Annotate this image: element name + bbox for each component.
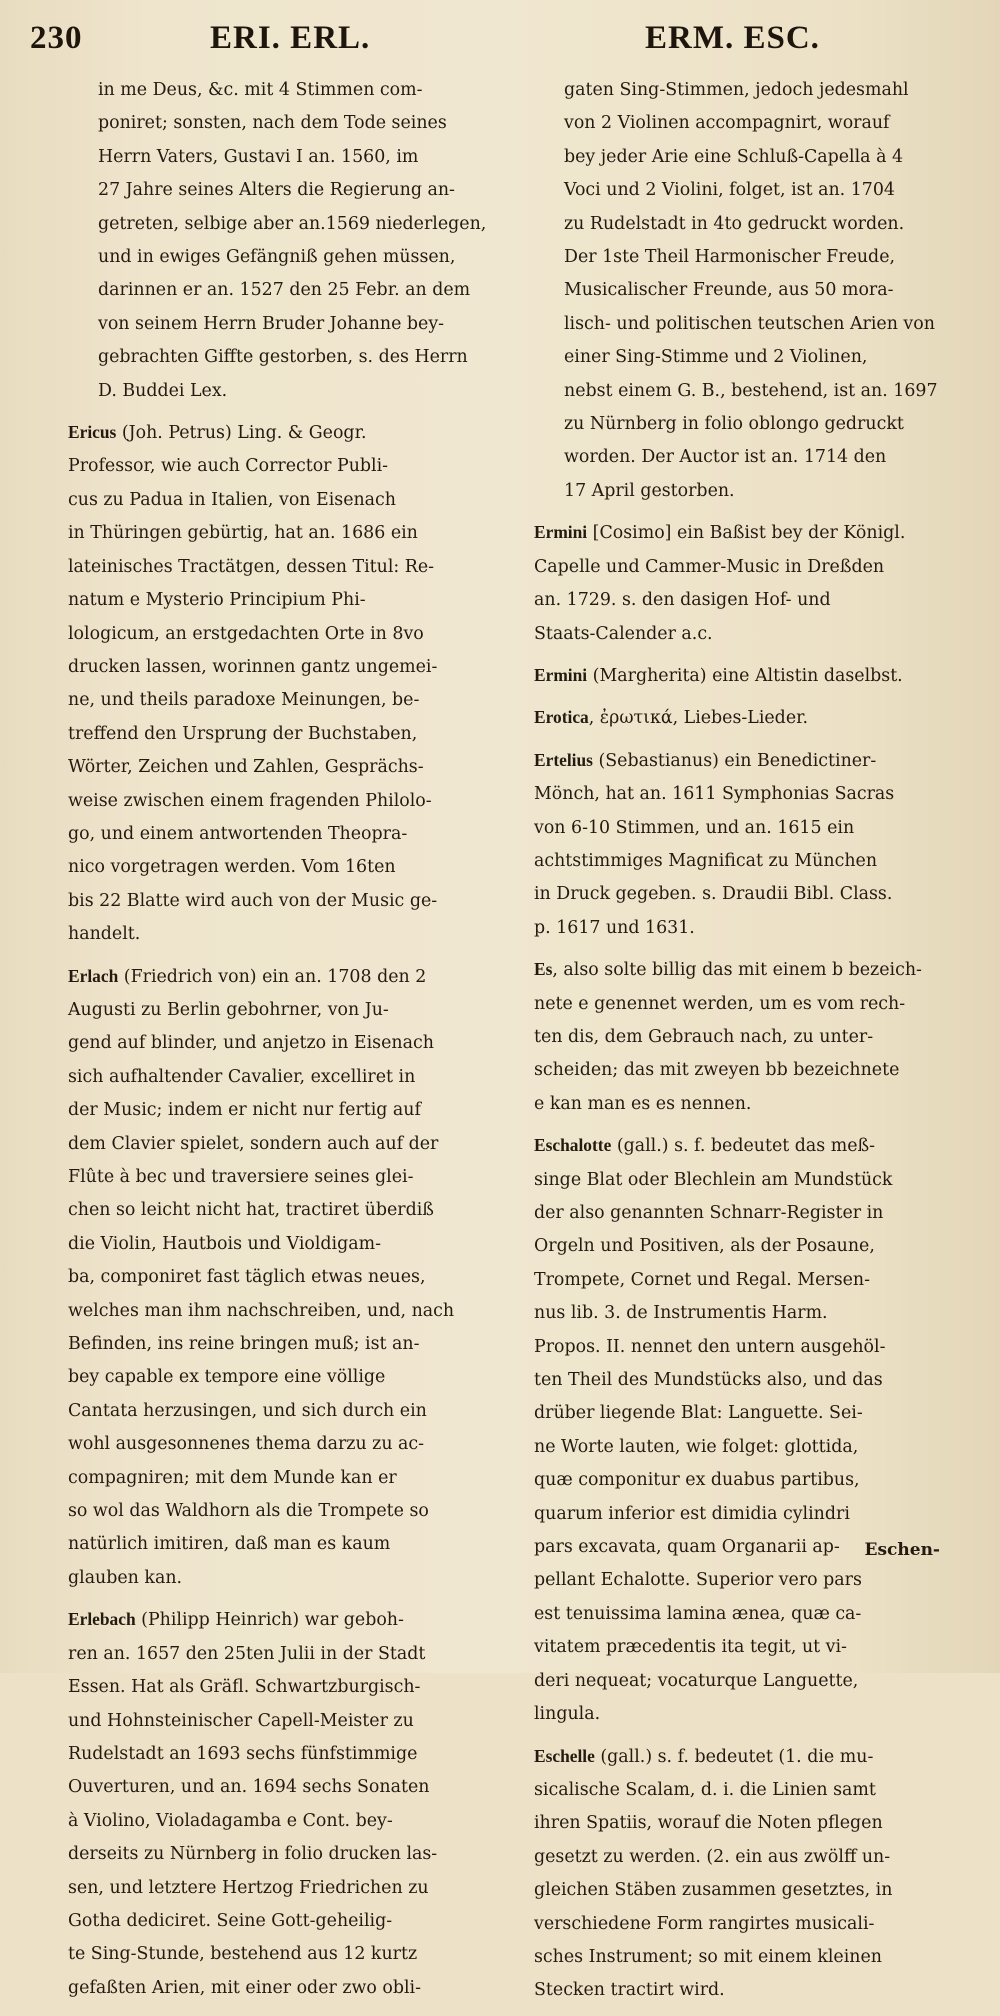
entry-line: sich aufhaltender Cavalier, excelliret in <box>68 1066 416 1087</box>
entry-line: Erlebach (Philipp Heinrich) war geboh- <box>68 1609 404 1631</box>
entry-line: poniret; sonsten, nach dem Tode seines <box>98 113 447 134</box>
entry-lemma: Es <box>534 959 553 980</box>
entry-line: Rudelstadt an 1693 sechs fünfstimmige <box>68 1743 418 1764</box>
entry-lemma: Eschelle <box>534 1745 595 1766</box>
entry-line: dem Clavier spielet, sondern auch auf der <box>68 1133 439 1154</box>
entry-line: vitatem præcedentis ita tegit, ut vi- <box>534 1637 847 1658</box>
entry-line: drüber liegende Blat: Languette. Sei- <box>534 1403 863 1424</box>
entry-line: darinnen er an. 1527 den 25 Febr. an dem <box>98 280 471 301</box>
entry-line: einer Sing-Stimme und 2 Violinen, <box>564 347 868 368</box>
entry-line: Musicalischer Freunde, aus 50 mora- <box>564 280 894 301</box>
entry-line: D. Buddei Lex. <box>98 380 228 401</box>
entry-line: ren an. 1657 den 25ten Julii in der Stadt <box>68 1643 426 1664</box>
entry-line: von 2 Violinen accompagnirt, worauf <box>564 113 890 134</box>
entry-line: compagniren; mit dem Munde kan er <box>68 1467 397 1488</box>
entry-line: sicalische Scalam, d. i. die Linien samt <box>534 1779 876 1800</box>
entry-line: cus zu Padua in Italien, von Eisenach <box>68 489 396 510</box>
entry-line: gefaßten Arien, mit einer oder zwo obli- <box>68 1977 421 1998</box>
entry-line: lologicum, an erstgedachten Orte in 8vo <box>68 623 424 644</box>
entry-line: gebrachten Giffte gestorben, s. des Herrn <box>98 347 468 368</box>
entry-line: lisch- und politischen teutschen Arien von <box>564 313 935 334</box>
entry-line: achtstimmiges Magnificat zu München <box>534 850 878 871</box>
entry-line: Essen. Hat als Gräfl. Schwartzburgisch- <box>68 1677 421 1698</box>
entry-line: ba, componiret fast täglich etwas neues, <box>68 1267 426 1288</box>
entry-line: zu Nürnberg in folio oblongo gedruckt <box>564 414 904 435</box>
entry-line: sen, und letztere Hertzog Friedrichen zu <box>68 1877 429 1898</box>
entry-line: wohl ausgesonnenes thema darzu zu ac- <box>68 1434 425 1455</box>
entry-line: sches Instrument; so mit einem kleinen <box>534 1946 882 1967</box>
entry-line: nus lib. 3. de Instrumentis Harm. <box>534 1303 828 1324</box>
entry-line: weise zwischen einem fragenden Philolo- <box>68 790 432 811</box>
entry-line: Mönch, hat an. 1611 Symphonias Sacras <box>534 784 895 805</box>
entry-line: scheiden; das mit zweyen bb bezeichnete <box>534 1060 900 1081</box>
entry-line: Voci und 2 Violini, folget, ist an. 1704 <box>564 180 895 201</box>
entry-line: Ericus (Joh. Petrus) Ling. & Geogr. <box>68 422 367 444</box>
entry-line: bis 22 Blatte wird auch von der Music ge- <box>68 890 438 911</box>
entry-line: treffend den Ursprung der Buchstaben, <box>68 723 418 744</box>
dictionary-entry <box>534 953 962 1121</box>
entry-line: natum e Mysterio Principium Phi- <box>68 590 366 611</box>
entry-line: Erotica, ἐρωτικά, Liebes-Lieder. <box>534 707 809 729</box>
catchword: Eschen- <box>864 1540 940 1560</box>
entry-line: quæ componitur ex duabus partibus, <box>534 1470 860 1491</box>
entry-line: ten dis, dem Gebrauch nach, zu unter- <box>534 1026 874 1047</box>
entry-line: singe Blat oder Blechlein am Mundstück <box>534 1169 893 1190</box>
dictionary-entry <box>534 701 962 735</box>
entry-lemma: Erotica <box>534 707 589 728</box>
entry-line: nico vorgetragen werden. Vom 16ten <box>68 857 396 878</box>
entry-line: Staats-Calender a.c. <box>534 623 713 644</box>
entry-line: lateinisches Tractätgen, dessen Titul: Re- <box>68 556 435 577</box>
entry-line: Cantata herzusingen, und sich durch ein <box>68 1400 427 1421</box>
dictionary-entry <box>534 744 962 945</box>
entry-line: worden. Der Auctor ist an. 1714 den <box>564 447 887 468</box>
entry-lemma: Ericus <box>68 422 117 443</box>
entry-line: pars excavata, quam Organarii ap- <box>534 1537 840 1558</box>
entry-line: von 6-10 Stimmen, und an. 1615 ein <box>534 817 855 838</box>
entry-line: 27 Jahre seines Alters die Regierung an- <box>98 180 455 201</box>
dictionary-entry <box>534 1129 962 1731</box>
entry-line: e kan man es es nennen. <box>534 1093 752 1114</box>
entry-line: in me Deus, &c. mit 4 Stimmen com- <box>98 80 423 100</box>
entry-line: nete e genennet werden, um es vom rech- <box>534 993 906 1014</box>
entry-line: chen so leicht nicht hat, tractiret überdiß <box>68 1200 434 1221</box>
entry-line: in Druck gegeben. s. Draudii Bibl. Class. <box>534 884 893 905</box>
entry-continuation <box>534 74 962 508</box>
entry-line: handelt. <box>68 924 141 945</box>
entry-line: in Thüringen gebürtig, hat an. 1686 ein <box>68 523 418 544</box>
entry-line: ne, und theils paradoxe Meinungen, be- <box>68 690 420 711</box>
entry-line: verschiedene Form rangirtes musicali- <box>534 1913 875 1934</box>
entry-lemma: Erlebach <box>68 1609 136 1630</box>
dictionary-entry <box>68 1603 516 2005</box>
entry-line: deri nequeat; vocaturque Languette, <box>534 1670 859 1691</box>
dictionary-entry <box>534 659 962 693</box>
entry-line: die Violin, Hautbois und Violdigam- <box>68 1233 381 1254</box>
entry-line: welches man ihm nachschreiben, und, nach <box>68 1300 455 1321</box>
entry-line: Befinden, ins reine bringen muß; ist an- <box>68 1334 420 1355</box>
entry-line: Augusti zu Berlin gebohrner, von Ju- <box>68 999 389 1020</box>
running-header <box>30 14 970 70</box>
entry-lemma: Erlach <box>68 965 119 986</box>
dictionary-entry <box>68 960 516 1596</box>
entry-line: Capelle und Cammer-Music in Dreßden <box>534 556 885 577</box>
entry-line: Eschelle (gall.) s. f. bedeutet (1. die mu- <box>534 1745 874 1767</box>
entry-line: zu Rudelstadt in 4to gedruckt worden. <box>564 213 905 234</box>
entry-line: lingula. <box>534 1704 601 1725</box>
dictionary-entry <box>534 516 962 651</box>
entry-line: p. 1617 und 1631. <box>534 917 695 938</box>
left-column <box>68 74 516 2013</box>
entry-line: gaten Sing-Stimmen, jedoch jedesmahl <box>564 80 909 100</box>
entry-line: Wörter, Zeichen und Zahlen, Gesprächs- <box>68 757 424 778</box>
entry-line: Ermini (Margherita) eine Altistin daselbst. <box>534 664 903 686</box>
entry-line: Ertelius (Sebastianus) ein Benedictiner- <box>534 749 877 771</box>
entry-line: Der 1ste Theil Harmonischer Freude, <box>564 247 896 268</box>
entry-line: bey capable ex tempore eine völlige <box>68 1367 386 1388</box>
dictionary-entry <box>534 1740 962 2008</box>
entry-line: Ouverturen, und an. 1694 sechs Sonaten <box>68 1777 430 1798</box>
entry-line: Trompete, Cornet und Regal. Mersen- <box>534 1269 871 1290</box>
entry-line: der Music; indem er nicht nur fertig auf <box>68 1100 421 1121</box>
entry-line: quarum inferior est dimidia cylindri <box>534 1503 850 1524</box>
entry-line: glauben kan. <box>68 1567 183 1588</box>
entry-line: à Violino, Violadagamba e Cont. bey- <box>68 1810 393 1831</box>
entry-line: Flûte à bec und traversiere seines glei- <box>68 1167 414 1187</box>
entry-line: von seinem Herrn Bruder Johanne bey- <box>98 313 445 334</box>
entry-line: so wol das Waldhorn als die Trompete so <box>68 1501 429 1522</box>
entry-line: ten Theil des Mundstücks also, und das <box>534 1370 883 1391</box>
dictionary-entry <box>68 416 516 952</box>
entry-line: Propos. II. nennet den untern ausgehöl- <box>534 1336 886 1357</box>
left-running-head: ERI. ERL. <box>210 20 371 56</box>
entry-continuation <box>68 74 516 408</box>
entry-line: natürlich imitiren, daß man es kaum <box>68 1534 391 1555</box>
entry-line: gesetzt zu werden. (2. ein aus zwölff un- <box>534 1846 891 1867</box>
entry-line: Gotha dediciret. Seine Gott-geheilig- <box>68 1910 393 1931</box>
entry-line: Herrn Vaters, Gustavi I an. 1560, im <box>98 146 419 167</box>
entry-line: Es, also solte billig das mit einem b bezeich- <box>534 959 922 981</box>
entry-line: und Hohnsteinischer Capell-Meister zu <box>68 1710 414 1731</box>
entry-line: ihren Spatiis, worauf die Noten pflegen <box>534 1813 883 1834</box>
entry-line: derseits zu Nürnberg in folio drucken las- <box>68 1844 438 1865</box>
entry-line: te Sing-Stunde, bestehend aus 12 kurtz <box>68 1944 418 1965</box>
entry-line: Professor, wie auch Corrector Publi- <box>68 456 389 477</box>
entry-line: Ermini [Cosimo] ein Baßist bey der Königl. <box>534 522 906 544</box>
entry-line: 17 April gestorben. <box>564 480 735 501</box>
entry-line: drucken lassen, worinnen gantz ungemei- <box>68 656 438 677</box>
entry-line: Eschalotte (gall.) s. f. bedeutet das meß- <box>534 1135 876 1157</box>
entry-line: est tenuissima lamina ænea, quæ ca- <box>534 1603 862 1624</box>
right-running-head: ERM. ESC. <box>645 20 820 56</box>
entry-lemma: Ermini <box>534 522 588 543</box>
entry-lemma: Ertelius <box>534 749 593 770</box>
entry-line: ne Worte lauten, wie folget: glottida, <box>534 1436 859 1457</box>
entry-line: der also genannten Schnarr-Register in <box>534 1203 884 1223</box>
entry-line: an. 1729. s. den dasigen Hof- und <box>534 590 831 611</box>
entry-line: Stecken tractirt wird. <box>534 1980 725 2001</box>
entry-line: Erlach (Friedrich von) ein an. 1708 den 2 <box>68 965 427 987</box>
entry-line: und in ewiges Gefängniß gehen müssen, <box>98 247 456 268</box>
entry-line: nebst einem G. B., bestehend, ist an. 1697 <box>564 380 938 401</box>
entry-lemma: Eschalotte <box>534 1135 612 1156</box>
entry-line: bey jeder Arie eine Schluß-Capella à 4 <box>564 146 904 167</box>
entry-lemma: Ermini <box>534 664 588 685</box>
entry-line: gend auf blinder, und anjetzo in Eisenach <box>68 1033 434 1054</box>
entry-line: Orgeln und Positiven, als der Posaune, <box>534 1236 875 1257</box>
right-column <box>534 74 962 2016</box>
entry-line: gleichen Stäben zusammen gesetztes, in <box>534 1880 893 1901</box>
entry-line: go, und einem antwortenden Theopra- <box>68 823 408 844</box>
page-number: 230 <box>30 20 83 56</box>
entry-line: pellant Echalotte. Superior vero pars <box>534 1570 862 1591</box>
entry-line: getreten, selbige aber an.1569 niederlegen, <box>98 213 487 234</box>
